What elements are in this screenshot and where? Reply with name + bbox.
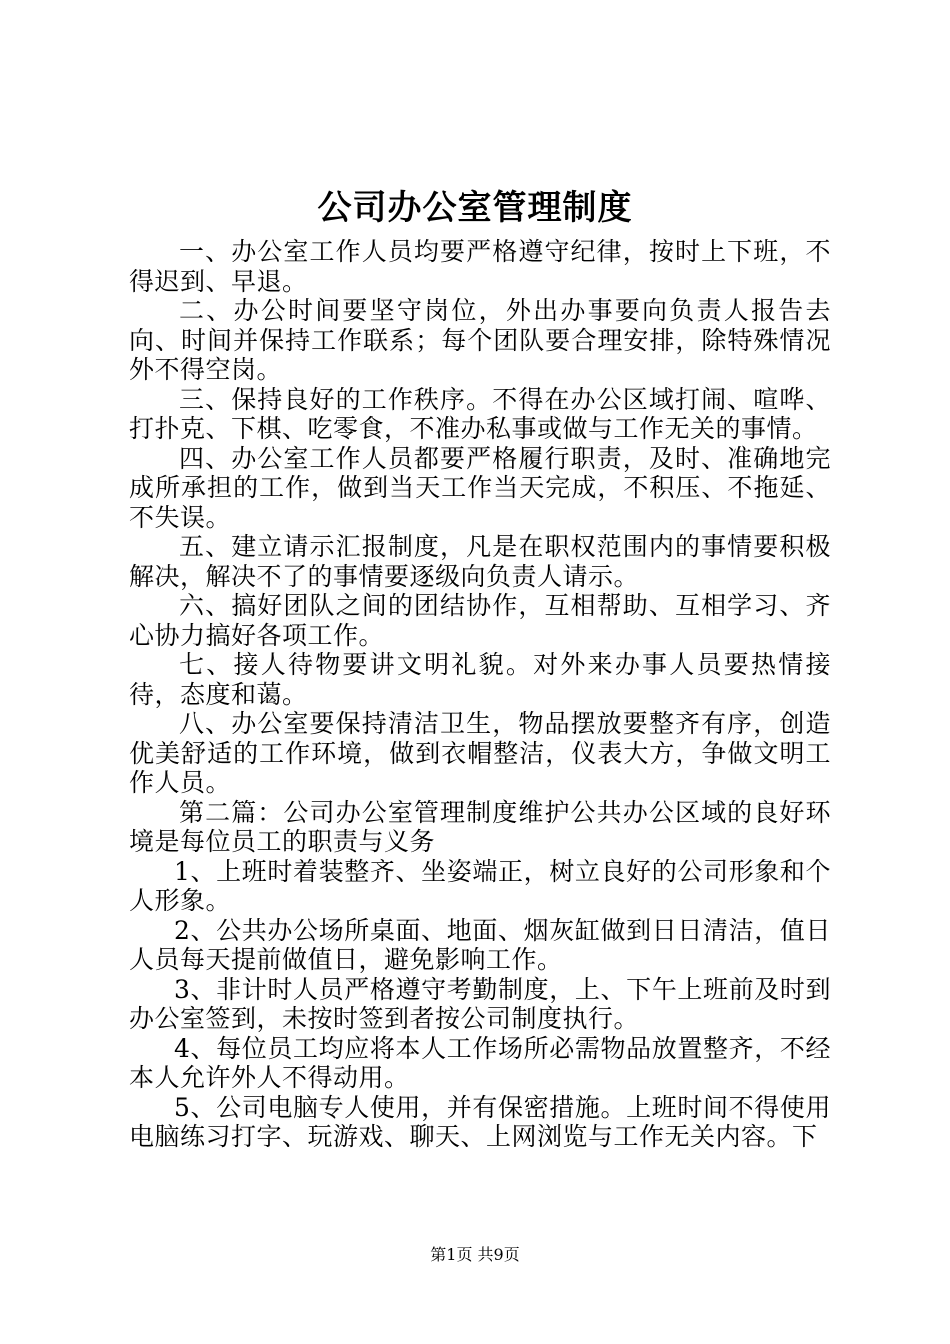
- rule-item-4: 4、每位员工均应将本人工作场所必需物品放置整齐，不经本人允许外人不得动用。: [129, 1033, 831, 1092]
- paragraph-3: 三、保持良好的工作秩序。不得在办公区域打闹、喧哗、打扑克、下棋、吃零食，不准办私事或做与工作无关的事情。: [129, 384, 831, 443]
- paragraph-2: 二、办公时间要坚守岗位，外出办事要向负责人报告去向、时间并保持工作联系；每个团队要合理安排，除特殊情况外不得空岗。: [129, 296, 831, 384]
- paragraph-6: 六、搞好团队之间的团结协作，互相帮助、互相学习、齐心协力搞好各项工作。: [129, 591, 831, 650]
- rule-item-1: 1、上班时着装整齐、坐姿端正，树立良好的公司形象和个人形象。: [129, 856, 831, 915]
- document-body: [129, 237, 831, 1152]
- paragraph-4: 四、办公室工作人员都要严格履行职责，及时、准确地完成所承担的工作，做到当天工作当天完成，不积压、不拖延、不失误。: [129, 443, 831, 532]
- paragraph-1: 一、办公室工作人员均要严格遵守纪律，按时上下班，不得迟到、早退。: [129, 237, 831, 296]
- document-title: 公司办公室管理制度: [317, 188, 633, 228]
- rule-item-3: 3、非计时人员严格遵守考勤制度，上、下午上班前及时到办公室签到，未按时签到者按公司制度执行。: [129, 974, 831, 1033]
- page-footer: 第1页 共9页: [430, 1245, 520, 1264]
- section-heading-part-two: 第二篇：公司办公室管理制度维护公共办公区域的良好环境是每位员工的职责与义务: [129, 797, 831, 856]
- paragraph-7: 七、接人待物要讲文明礼貌。对外来办事人员要热情接待，态度和蔼。: [129, 650, 831, 709]
- rule-item-5: 5、公司电脑专人使用，并有保密措施。上班时间不得使用电脑练习打字、玩游戏、聊天、上网浏览与工作无关内容。下: [129, 1092, 831, 1151]
- paragraph-8: 八、办公室要保持清洁卫生，物品摆放要整齐有序，创造优美舒适的工作环境，做到衣帽整洁，仪表大方，争做文明工作人员。: [129, 709, 831, 797]
- paragraph-5: 五、建立请示汇报制度，凡是在职权范围内的事情要积极解决，解决不了的事情要逐级向负责人请示。: [129, 532, 831, 591]
- rule-item-2: 2、公共办公场所桌面、地面、烟灰缸做到日日清洁，值日人员每天提前做值日，避免影响工作。: [129, 915, 831, 974]
